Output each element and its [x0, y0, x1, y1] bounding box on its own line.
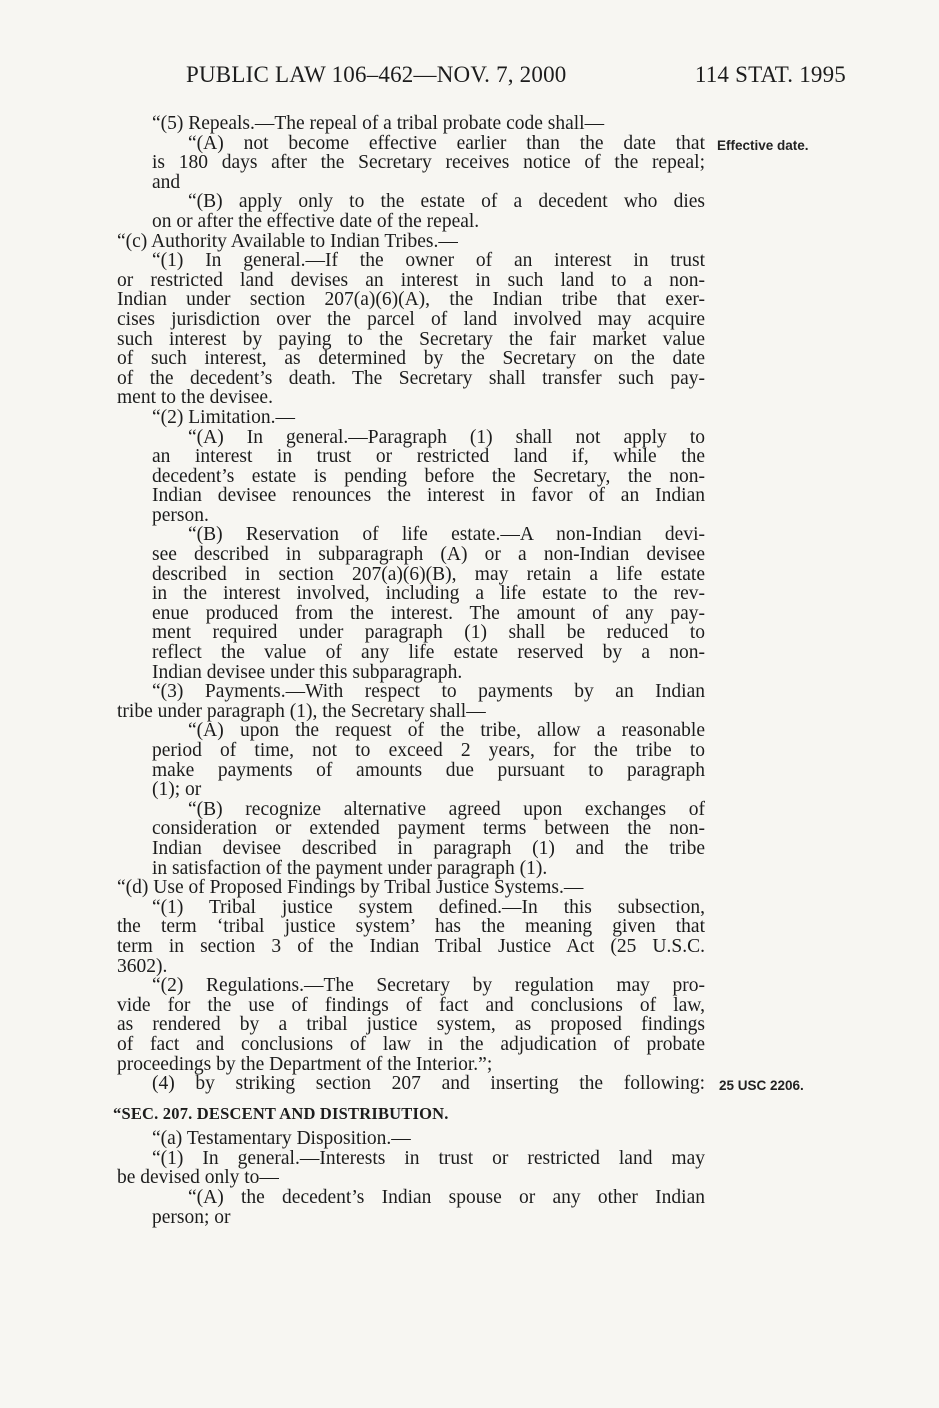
text-line: be devised only to— — [117, 1167, 279, 1189]
text-line: (1); or — [152, 779, 202, 801]
text-line: person; or — [152, 1206, 231, 1228]
text-line: Indian devisee under this subparagraph. — [152, 661, 463, 683]
text-line: “(5) Repeals.—The repeal of a tribal probate code shall— — [152, 113, 605, 134]
text-line: “(1) In general.—If the owner of an interest in trust — [152, 250, 705, 272]
text-line: term in section 3 of the Indian Tribal Justice Act (25 U.S.C. — [117, 935, 705, 957]
text-line: make payments of amounts due pursuant to paragraph — [152, 759, 705, 781]
text-line: decedent’s estate is pending before the Secretary, the non- — [152, 465, 705, 487]
text-line: see described in subparagraph (A) or a non-Indian devisee — [152, 544, 705, 566]
text-line: in the interest involved, including a life estate to the rev- — [152, 583, 705, 605]
text-line: “(3) Payments.—With respect to payments by an Indian — [152, 681, 705, 703]
text-line: the term ‘tribal justice system’ has the meaning given that — [117, 916, 705, 938]
text-line: described in section 207(a)(6)(B), may retain a life estate — [152, 563, 705, 585]
text-line: of such interest, as determined by the Secretary on the date — [117, 348, 705, 370]
text-line: in satisfaction of the payment under paragraph (1). — [152, 857, 548, 879]
text-line: person. — [152, 504, 209, 526]
text-line: “(2) Regulations.—The Secretary by regulation may pro- — [152, 975, 705, 997]
text-line: enue produced from the interest. The amount of any pay- — [152, 602, 705, 624]
running-header — [186, 62, 846, 96]
text-line: of fact and conclusions of law in the adjudication of probate — [117, 1033, 705, 1055]
text-line: “(c) Authority Available to Indian Tribes.— — [117, 230, 458, 252]
text-line: such interest by paying to the Secretary the fair market value — [117, 328, 705, 350]
text-line: 3602). — [117, 955, 168, 977]
text-line: “(A) the decedent’s Indian spouse or any other Indian — [188, 1187, 705, 1209]
margin-note-effective-date: Effective date. — [717, 138, 809, 153]
text-line: (4) by striking section 207 and inserting the following: — [152, 1073, 705, 1095]
text-line: Indian devisee renounces the interest in favor of an Indian — [152, 485, 705, 507]
text-line: tribe under paragraph (1), the Secretary shall— — [117, 700, 486, 722]
text-line: ment to the devisee. — [117, 387, 273, 409]
text-line: proceedings by the Department of the Interior.”; — [117, 1053, 493, 1075]
text-line: is 180 days after the Secretary receives notice of the repeal; — [152, 152, 705, 174]
text-line: “(A) In general.—Paragraph (1) shall not apply to — [188, 426, 705, 448]
text-line: period of time, not to exceed 2 years, for the tribe to — [152, 740, 705, 761]
text-line: “(A) upon the request of the tribe, allow a reasonable — [188, 720, 705, 742]
text-line: “(1) In general.—Interests in trust or restricted land may — [152, 1147, 705, 1169]
header-stat-page: 114 STAT. 1995 — [694, 62, 846, 87]
text-line: cises jurisdiction over the parcel of land involved may acquire — [117, 308, 705, 330]
text-line: “(A) not become effective earlier than the date that — [188, 132, 705, 154]
text-line: of the decedent’s death. The Secretary shall transfer such pay- — [117, 367, 705, 389]
text-line: “(B) Reservation of life estate.—A non-Indian devi- — [188, 524, 705, 546]
margin-note-usc: 25 USC 2206. — [719, 1078, 804, 1093]
text-line: reflect the value of any life estate reserved by a non- — [152, 642, 705, 664]
text-line: on or after the effective date of the repeal. — [152, 210, 480, 232]
text-line: and — [152, 171, 181, 193]
text-line: “(B) apply only to the estate of a decedent who dies — [188, 191, 705, 213]
text-line: “(1) Tribal justice system defined.—In this subsection, — [152, 896, 705, 918]
text-line: vide for the use of findings of fact and conclusions of law, — [117, 994, 705, 1016]
text-line: an interest in trust or restricted land if, while the — [152, 446, 705, 468]
text-line: “(a) Testamentary Disposition.— — [152, 1128, 411, 1150]
statute-body — [113, 113, 705, 1228]
section-heading: “SEC. 207. DESCENT AND DISTRIBUTION. — [113, 1103, 449, 1123]
text-line: ment required under paragraph (1) shall be reduced to — [152, 622, 705, 644]
text-line: “(d) Use of Proposed Findings by Tribal Justice Systems.— — [117, 877, 584, 899]
text-line: Indian devisee described in paragraph (1) and the tribe — [152, 837, 705, 859]
text-line: or restricted land devises an interest in such land to a non- — [117, 269, 705, 291]
text-line: “(B) recognize alternative agreed upon exchanges of — [188, 798, 705, 820]
header-public-law: PUBLIC LAW 106–462—NOV. 7, 2000 — [186, 62, 567, 87]
text-line: consideration or extended payment terms between the non- — [152, 818, 705, 840]
text-line: as rendered by a tribal justice system, as proposed findings — [117, 1014, 705, 1036]
text-line: Indian under section 207(a)(6)(A), the Indian tribe that exer- — [117, 289, 705, 311]
text-line: “(2) Limitation.— — [152, 406, 295, 428]
